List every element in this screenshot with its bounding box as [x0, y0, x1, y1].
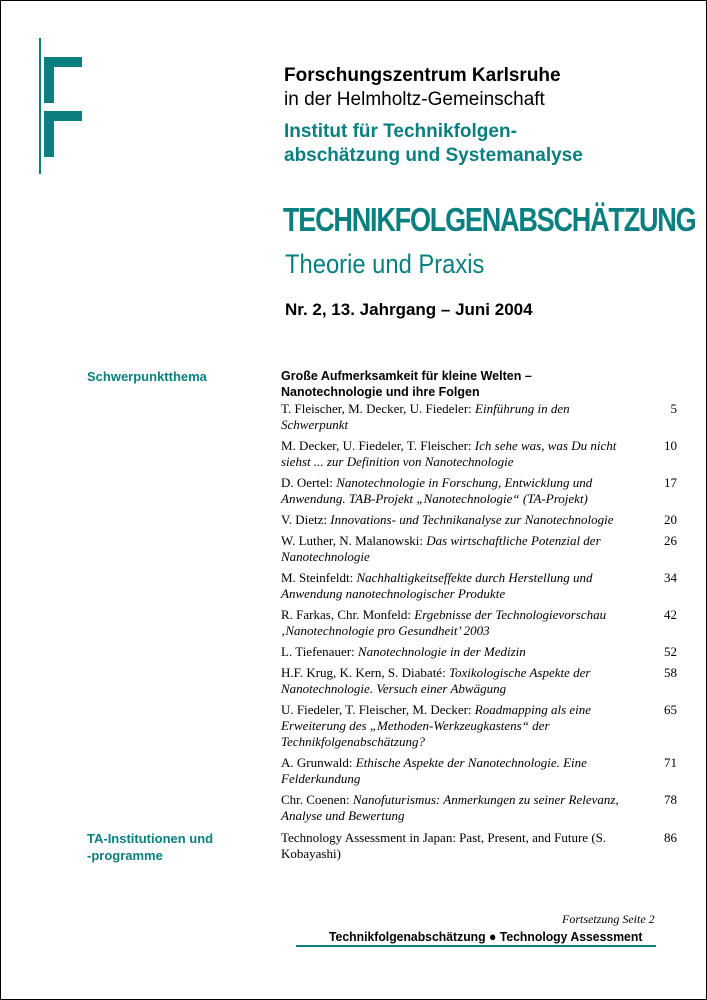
toc-entry: [281, 755, 679, 787]
footer-rule: [296, 945, 656, 947]
toc-entry: [281, 607, 679, 639]
theme-title: [281, 368, 581, 400]
toc-author: Chr. Coenen:: [281, 792, 353, 807]
toc-page: 17: [664, 475, 677, 490]
toc-title: Nanotechnologie in der Medizin: [357, 644, 526, 659]
toc-author: Technology Assessment in Japan: Past, Present, and Future (S. Kobayashi): [281, 830, 607, 861]
toc-author: T. Fleischer, M. Decker, U. Fiedeler:: [281, 401, 476, 416]
toc-entry: [281, 512, 679, 528]
toc-title: Ich sehe was, was Du nicht siehst ... zur Definition von Nanotechnologie: [281, 438, 617, 469]
section-label-ta-institutionen: [87, 830, 213, 864]
toc-author: U. Fiedeler, T. Fleischer, M. Decker:: [281, 702, 475, 717]
toc-entry: [281, 644, 679, 660]
section-label-schwerpunkt: Schwerpunktthema: [87, 369, 207, 384]
toc-title: Nanotechnologie in Forschung, Entwicklung und Anwendung. TAB-Projekt „Nanotechnologie“ (TA-Projekt): [281, 475, 593, 506]
toc-page: 26: [664, 533, 677, 548]
toc-title: Toxikologische Aspekte der Nanotechnologie. Versuch einer Abwägung: [281, 665, 591, 696]
toc-page: 5: [670, 401, 677, 416]
toc-entry: [281, 830, 679, 862]
toc-entry: [281, 665, 679, 697]
theme-title-line-1: Große Aufmerksamkeit für kleine Welten –: [281, 369, 532, 383]
toc-author: W. Luther, N. Malanowski:: [281, 533, 427, 548]
org-affiliation: in der Helmholtz-Gemeinschaft: [284, 89, 545, 110]
logo-stem-top: [44, 57, 54, 103]
toc-author: A. Grunwald:: [281, 755, 356, 770]
toc-page: 10: [664, 438, 677, 453]
toc-author: M. Decker, U. Fiedeler, T. Fleischer:: [281, 438, 475, 453]
toc-entry: [281, 475, 679, 507]
footer-tagline: Technikfolgenabschätzung ● Technology Assessment: [329, 929, 643, 944]
toc-entry: [281, 438, 679, 470]
toc-author: R. Farkas, Chr. Monfeld:: [281, 607, 415, 622]
toc-title: Einführung in den Schwerpunkt: [281, 401, 570, 432]
institute-line-2: abschätzung und Systemanalyse: [284, 145, 583, 166]
logo-stem-bottom: [44, 111, 54, 157]
toc-title: Ethische Aspekte der Nanotechnologie. Eine Felderkundung: [281, 755, 587, 786]
toc-entry: [281, 570, 679, 602]
toc-page: 86: [664, 830, 677, 845]
toc-list-schwerpunkt: [281, 401, 679, 829]
toc-page: 52: [664, 644, 677, 659]
institute-line-1: Institut für Technikfolgen-: [284, 121, 517, 142]
toc-page: 71: [664, 755, 677, 770]
toc-author: M. Steinfeldt:: [281, 570, 357, 585]
toc-list-ta-institutionen: [281, 830, 679, 867]
theme-title-line-2: Nanotechnologie und ihre Folgen: [281, 385, 480, 399]
institute-name: [284, 120, 583, 168]
toc-title: Das wirtschaftliche Potenzial der Nanotechnologie: [281, 533, 601, 564]
toc-author: V. Dietz:: [281, 512, 331, 527]
toc-title: Ergebnisse der Technologievorschau ‚Nanotechnologie pro Gesundheit’ 2003: [281, 607, 607, 638]
section-label-line-1: TA-Institutionen und: [87, 831, 214, 846]
toc-title: Nachhaltigkeitseffekte durch Herstellung und Anwendung nanotechnologischer Produkte: [281, 570, 593, 601]
toc-author: D. Oertel:: [281, 475, 337, 490]
logo-vertical-line: [39, 38, 41, 174]
toc-page: 42: [664, 607, 677, 622]
toc-title: Nanofuturismus: Anmerkungen zu seiner Relevanz, Analyse und Bewertung: [281, 792, 619, 823]
toc-page: 20: [664, 512, 677, 527]
org-name: Forschungszentrum Karlsruhe: [284, 65, 561, 86]
toc-entry: [281, 702, 679, 750]
journal-subtitle: Theorie und Praxis: [285, 249, 485, 279]
toc-page: 65: [664, 702, 677, 717]
toc-page: 58: [664, 665, 677, 680]
toc-entry: [281, 533, 679, 565]
toc-entry: [281, 401, 679, 433]
toc-page: 78: [664, 792, 677, 807]
section-label-line-2: -programme: [87, 848, 163, 863]
toc-title: Roadmapping als eine Erweiterung des „Methoden-Werkzeugkastens“ der Technikfolgenabschätzung?: [281, 702, 592, 749]
journal-title: TECHNIKFOLGENABSCHÄTZUNG: [283, 201, 696, 238]
toc-page: 34: [664, 570, 677, 585]
toc-author: H.F. Krug, K. Kern, S. Diabaté:: [281, 665, 449, 680]
toc-entry: [281, 792, 679, 824]
issue-info: Nr. 2, 13. Jahrgang – Juni 2004: [285, 300, 533, 319]
toc-author: L. Tiefenauer:: [281, 644, 358, 659]
continued-note: Fortsetzung Seite 2: [562, 912, 655, 926]
toc-title: Innovations- und Technikanalyse zur Nanotechnologie: [330, 512, 614, 527]
